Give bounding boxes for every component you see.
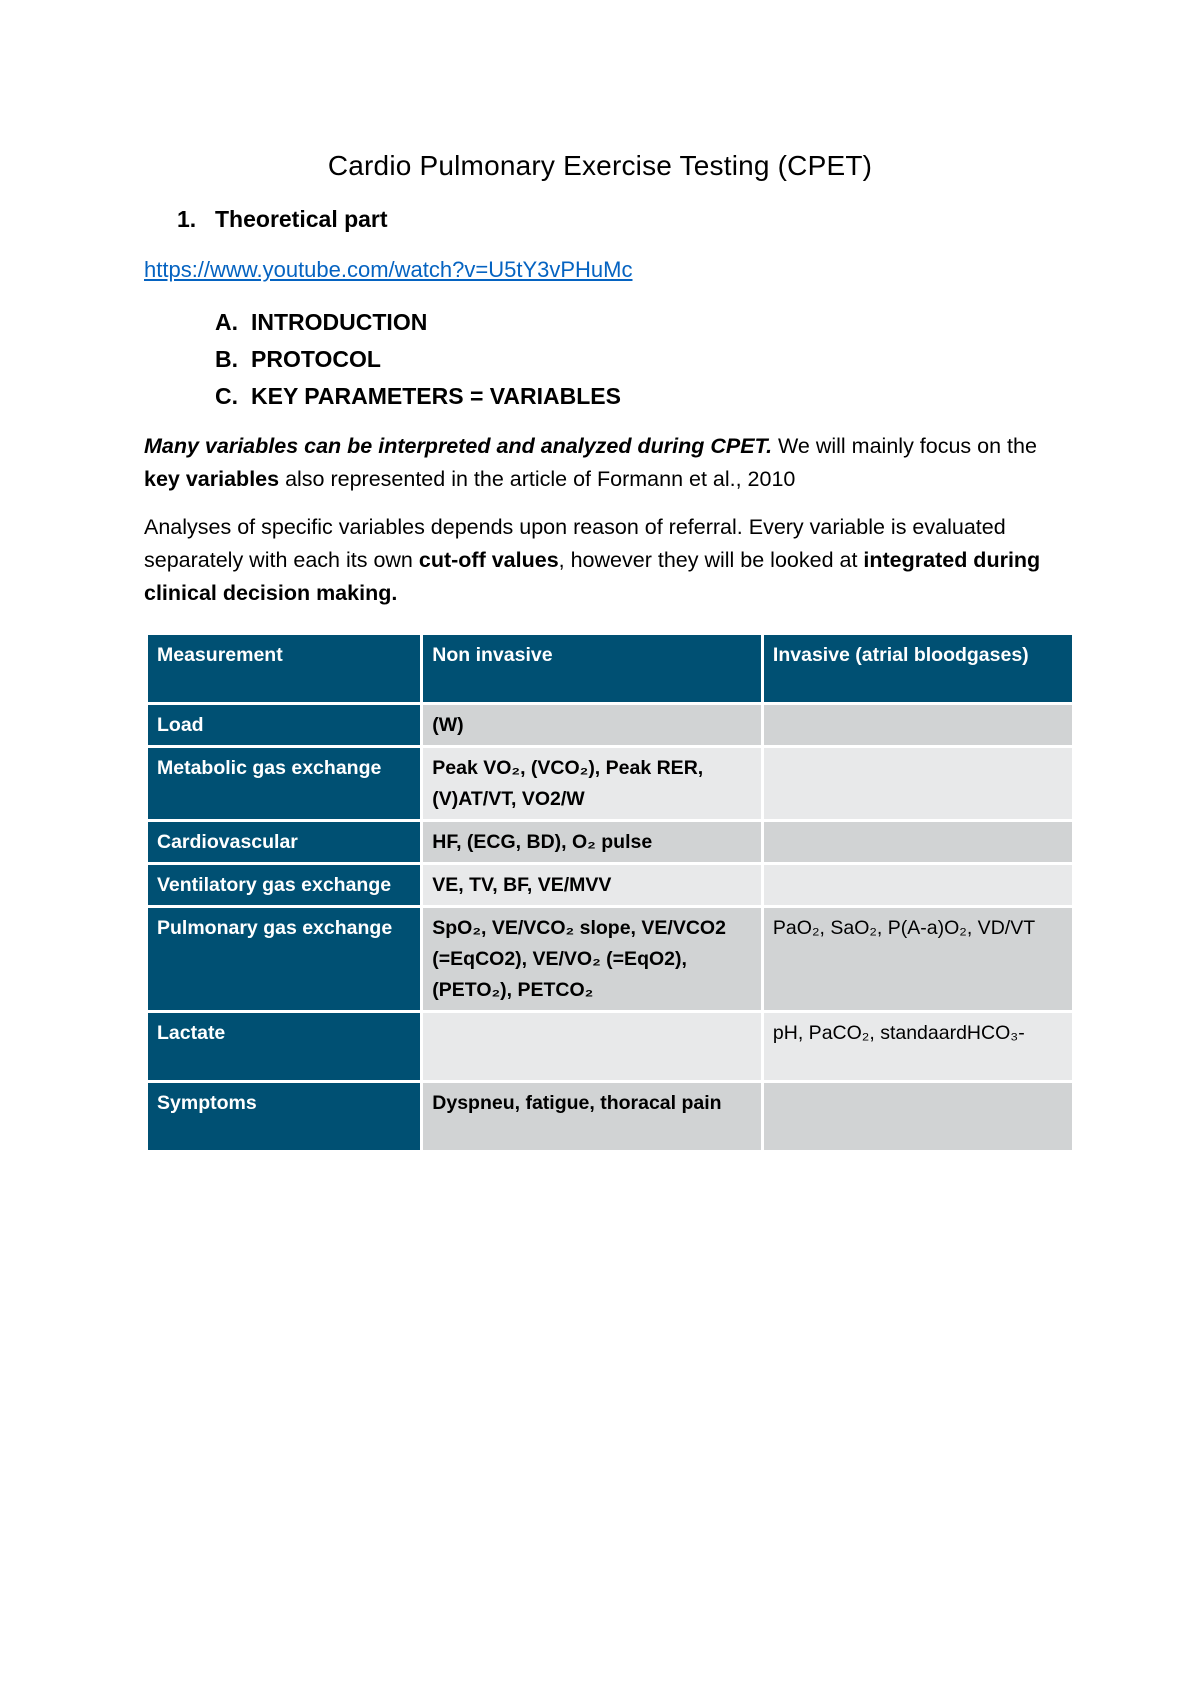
row-label: Lactate — [147, 1012, 422, 1082]
topic-label: KEY PARAMETERS = VARIABLES — [251, 383, 621, 409]
row-label: Cardiovascular — [147, 821, 422, 864]
variables-table — [145, 632, 1075, 1153]
section-heading — [177, 206, 388, 233]
section-number: 1. — [177, 206, 197, 232]
header-non-invasive: Non invasive — [422, 634, 763, 704]
table-row — [147, 907, 1074, 1012]
analysis-text-1: Analyses of specific variables depends upon reason of referral. Every variable is evaluated separately with each its own — [144, 515, 1006, 572]
table-row — [147, 704, 1074, 747]
invasive-cell: pH, PaCO₂, standaardHCO₃- — [762, 1012, 1073, 1082]
table-row — [147, 821, 1074, 864]
non-invasive-cell — [422, 1012, 763, 1082]
topic-item — [215, 378, 621, 415]
intro-paragraph — [144, 430, 1064, 496]
header-invasive: Invasive (atrial bloodgases) — [762, 634, 1073, 704]
intro-text-1: We will mainly focus on the — [772, 434, 1037, 458]
intro-emphasis: Many variables can be interpreted and analyzed during CPET. — [144, 434, 773, 458]
table-row — [147, 747, 1074, 821]
intro-key-variables: key variables — [144, 467, 280, 491]
table-header-row — [147, 634, 1074, 704]
non-invasive-cell: VE, TV, BF, VE/MVV — [422, 864, 763, 907]
topic-label: PROTOCOL — [251, 346, 381, 372]
table-row — [147, 864, 1074, 907]
non-invasive-cell: HF, (ECG, BD), O₂ pulse — [422, 821, 763, 864]
analysis-cutoff: cut-off values — [418, 548, 559, 572]
topic-letter: A. — [215, 309, 238, 335]
header-measurement: Measurement — [147, 634, 422, 704]
topic-letter: C. — [215, 383, 238, 409]
topic-letter: B. — [215, 346, 238, 372]
topic-item — [215, 341, 621, 378]
page-title: Cardio Pulmonary Exercise Testing (CPET) — [327, 150, 873, 181]
analysis-text-2: , however they will be looked at — [558, 548, 864, 572]
invasive-cell — [762, 704, 1073, 747]
intro-text-2: also represented in the article of Formann et al., 2010 — [279, 467, 796, 491]
non-invasive-cell: Peak VO₂, (VCO₂), Peak RER, (V)AT/VT, VO2/W — [422, 747, 763, 821]
table-row — [147, 1082, 1074, 1152]
row-label: Load — [147, 704, 422, 747]
topic-list — [215, 304, 621, 415]
non-invasive-cell: SpO₂, VE/VCO₂ slope, VE/VCO2 (=EqCO2), VE/VO₂ (=EqO2), (PETO₂), PETCO₂ — [422, 907, 763, 1012]
non-invasive-cell: Dyspneu, fatigue, thoracal pain — [422, 1082, 763, 1152]
invasive-cell — [762, 821, 1073, 864]
topic-item — [215, 304, 621, 341]
youtube-link[interactable]: https://www.youtube.com/watch?v=U5tY3vPHuMc — [144, 257, 633, 282]
analysis-integrated: integrated during clinical decision making. — [144, 548, 1041, 605]
row-label: Ventilatory gas exchange — [147, 864, 422, 907]
invasive-cell: PaO₂, SaO₂, P(A-a)O₂, VD/VT — [762, 907, 1073, 1012]
non-invasive-cell: (W) — [422, 704, 763, 747]
row-label: Metabolic gas exchange — [147, 747, 422, 821]
invasive-cell — [762, 747, 1073, 821]
row-label: Pulmonary gas exchange — [147, 907, 422, 1012]
section-label: Theoretical part — [215, 206, 388, 232]
table-row — [147, 1012, 1074, 1082]
row-label: Symptoms — [147, 1082, 422, 1152]
invasive-cell — [762, 864, 1073, 907]
topic-label: INTRODUCTION — [251, 309, 428, 335]
invasive-cell — [762, 1082, 1073, 1152]
analysis-paragraph — [144, 511, 1064, 610]
